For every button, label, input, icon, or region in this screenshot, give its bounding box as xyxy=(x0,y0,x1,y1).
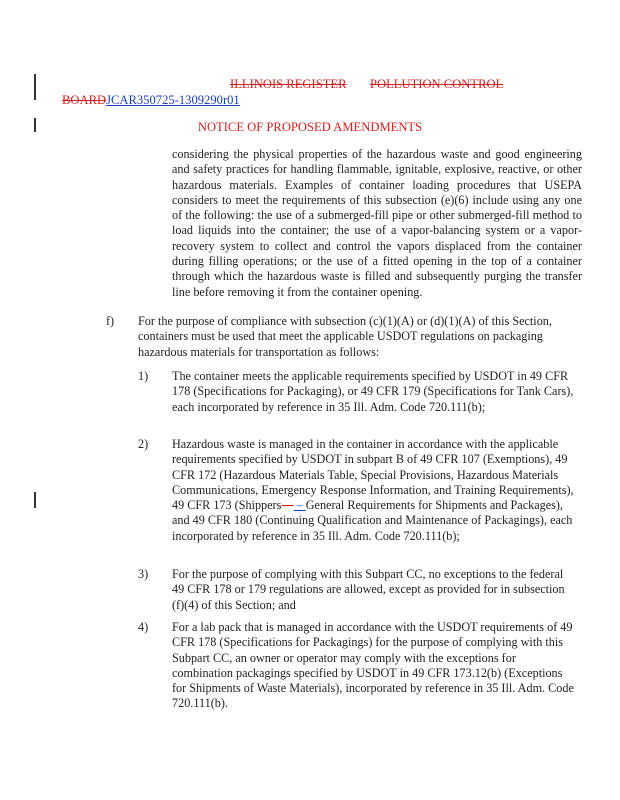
item-2-text-a: Hazardous waste is managed in the container in accordance with the applicable requirements specified by USDOT in subpart B of 49 CFR 107 (Exemptions), 49 CFR 172 (Hazardous Materials Table, Special Provisions, Hazardous Materials Communications, Emergency Response Information, and Training Requirements), 49 CFR 173 (Shippers xyxy=(172,437,574,513)
change-bar xyxy=(34,492,36,508)
jcar-code: JCAR350725-1309290r01 xyxy=(106,93,240,107)
subsection-label: f) xyxy=(106,314,115,328)
item-3-text: For the purpose of complying with this Subpart CC, no exceptions to the federal 49 CFR 178 or 179 regulations are allowed, except as provided for in subsection (f)(4) of this Section; and xyxy=(172,567,565,612)
item-2-label: 2) xyxy=(138,437,149,451)
header-line-2 xyxy=(62,92,240,108)
subsection-f-text: For the purpose of compliance with subsection (c)(1)(A) or (d)(1)(A) of this Section, containers must be used that meet the applicable USDOT regulations on packaging hazardous materials for transportation as follows: xyxy=(138,314,552,359)
agency-title: POLLUTION CONTROL xyxy=(370,77,504,91)
item-1-text: The container meets the applicable requirements specified by USDOT in 49 CFR 178 (Specifications for Packaging), or 49 CFR 179 (Specifications for Tank Cars), each incorporated by reference in 35 Ill. Adm. Code 720.111(b); xyxy=(172,369,574,414)
item-3-label: 3) xyxy=(138,567,149,581)
register-title: ILLINOIS REGISTER xyxy=(230,77,347,91)
continued-paragraph: considering the physical properties of the hazardous waste and good engineering and safety practices for handling flammable, ignitable, explosive, reactive, or other hazardous materials. Examples of container loading procedures that USEPA considers to meet the requirements of this subsection (e)(6) include using any one of the following: the use of a submerged-fill pipe or other submerged-fill method to load liquids into the container; the use of a vapor-balancing system or a vapor-recovery system to collect and control the vapors displaced from the container during filling operations; or the use of a fitted opening in the top of a container through which the hazardous waste is filled and subsequently purging the transfer line before removing it from the container opening. xyxy=(172,147,582,299)
item-2-text xyxy=(172,437,577,544)
notice-title: NOTICE OF PROPOSED AMENDMENTS xyxy=(197,120,423,134)
board-label: BOARD xyxy=(62,93,107,107)
item-1-label: 1) xyxy=(138,369,149,383)
inserted-dash: – xyxy=(293,498,306,513)
item-2-text-b: General Requirements for Shipments and Packages), and 49 CFR 180 (Continuing Qualification and Maintenance of Packagings), each incorporated by reference in 35 Ill. Adm. Code 720.111(b); xyxy=(172,498,573,543)
change-bar xyxy=(34,74,36,100)
item-4-label: 4) xyxy=(138,620,149,634)
item-4-text: For a lab pack that is managed in accordance with the USDOT requirements of 49 CFR 178 (Specifications for Packagings) for the purpose of complying with this Subpart CC, an owner or operator may comply with the exceptions for combination packagings specified by USDOT in 49 CFR 173.12(b) (Exceptions for Shipments of Waste Materials), incorporated by reference in 35 Ill. Adm. Code 720.111(b). xyxy=(172,620,574,711)
deleted-dash: — xyxy=(281,498,294,513)
